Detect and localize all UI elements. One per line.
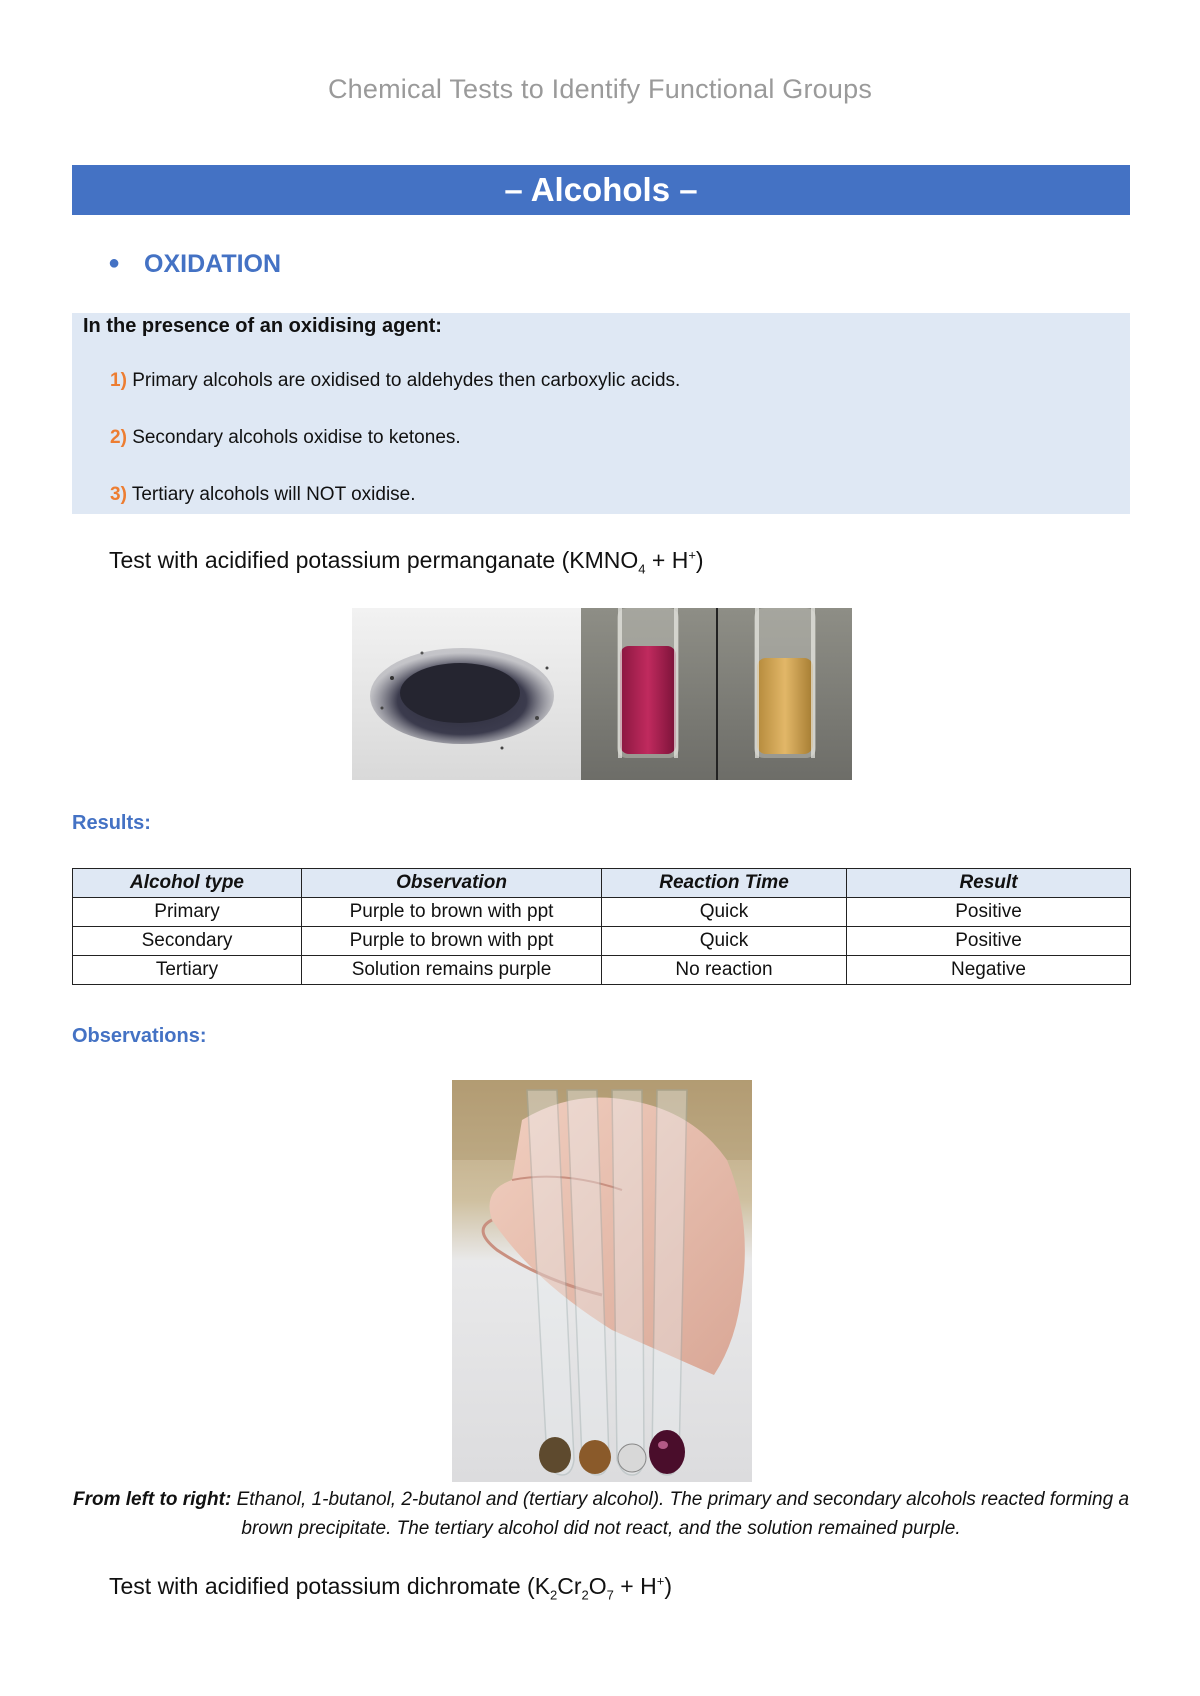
table-cell: Purple to brown with ppt <box>302 927 602 956</box>
column-header: Observation <box>302 869 602 898</box>
info-item <box>110 370 680 392</box>
test-prefix: Test with acidified potassium permanganate ( <box>109 547 570 573</box>
bullet-icon: ● <box>108 252 121 274</box>
dichromate-test-line <box>109 1573 672 1603</box>
formula-subscript: 2 <box>581 1587 589 1603</box>
caption-text: Ethanol, 1-butanol, 2-butanol and (tertiary alcohol). The primary and secondary alcohols reacted forming a brown precipitate. The tertiary alcohol did not react, and the solution remained purple. <box>231 1489 1130 1539</box>
table-row <box>73 898 1131 927</box>
permanganate-photo-graphic <box>352 608 852 780</box>
permanganate-test-line <box>109 547 704 577</box>
document-title: Chemical Tests to Identify Functional Groups <box>327 74 873 104</box>
formula-text: KMNO <box>569 547 639 573</box>
formula-plus: + H <box>613 1573 657 1599</box>
info-item-text: Tertiary alcohols will NOT oxidise. <box>131 484 416 505</box>
formula-plus: + H <box>645 547 689 573</box>
info-item <box>110 484 416 506</box>
oxidation-heading <box>108 250 281 279</box>
table-cell: Quick <box>602 927 847 956</box>
test-tubes-photo-graphic <box>452 1080 752 1482</box>
column-header: Result <box>847 869 1131 898</box>
column-header: Alcohol type <box>73 869 302 898</box>
info-item-number: 3) <box>110 484 127 505</box>
formula-text: K <box>534 1573 551 1599</box>
table-cell: Positive <box>847 898 1131 927</box>
info-box <box>72 313 1130 514</box>
oxidation-heading-text: OXIDATION <box>144 250 282 278</box>
section-banner: – Alcohols – <box>72 165 1130 215</box>
formula-subscript: 4 <box>638 561 646 577</box>
results-table <box>72 868 1131 985</box>
table-cell: Primary <box>73 898 302 927</box>
formula-close: ) <box>695 547 704 573</box>
info-item-text: Primary alcohols are oxidised to aldehydes then carboxylic acids. <box>132 370 681 391</box>
permanganate-photo <box>352 608 852 780</box>
test-prefix: Test with acidified potassium dichromate ( <box>109 1573 535 1599</box>
test-tubes-photo <box>452 1080 752 1482</box>
table-row <box>73 927 1131 956</box>
table-cell: Negative <box>847 956 1131 985</box>
caption-lead: From left to right: <box>72 1489 232 1510</box>
table-row <box>73 956 1131 985</box>
formula-subscript: 2 <box>550 1587 558 1603</box>
formula-subscript: 7 <box>606 1587 614 1603</box>
table-cell: Solution remains purple <box>302 956 602 985</box>
table-header-row <box>73 869 1131 898</box>
info-item <box>110 427 461 449</box>
table-cell: Secondary <box>73 927 302 956</box>
photo-caption <box>72 1485 1130 1543</box>
formula-text: O <box>588 1573 607 1599</box>
table-cell: Quick <box>602 898 847 927</box>
table-cell: No reaction <box>602 956 847 985</box>
column-header: Reaction Time <box>602 869 847 898</box>
table-cell: Purple to brown with ppt <box>302 898 602 927</box>
observations-label: Observations: <box>72 1025 207 1047</box>
info-item-text: Secondary alcohols oxidise to ketones. <box>132 427 461 448</box>
info-box-lead: In the presence of an oxidising agent: <box>83 315 442 337</box>
formula-superscript: + <box>688 547 696 563</box>
formula-close: ) <box>664 1573 672 1599</box>
formula-superscript: + <box>656 1573 665 1589</box>
table-cell: Positive <box>847 927 1131 956</box>
info-item-number: 1) <box>110 370 127 391</box>
formula-text: Cr <box>557 1573 582 1599</box>
info-item-number: 2) <box>110 427 127 448</box>
results-label: Results: <box>72 812 151 834</box>
table-cell: Tertiary <box>73 956 302 985</box>
